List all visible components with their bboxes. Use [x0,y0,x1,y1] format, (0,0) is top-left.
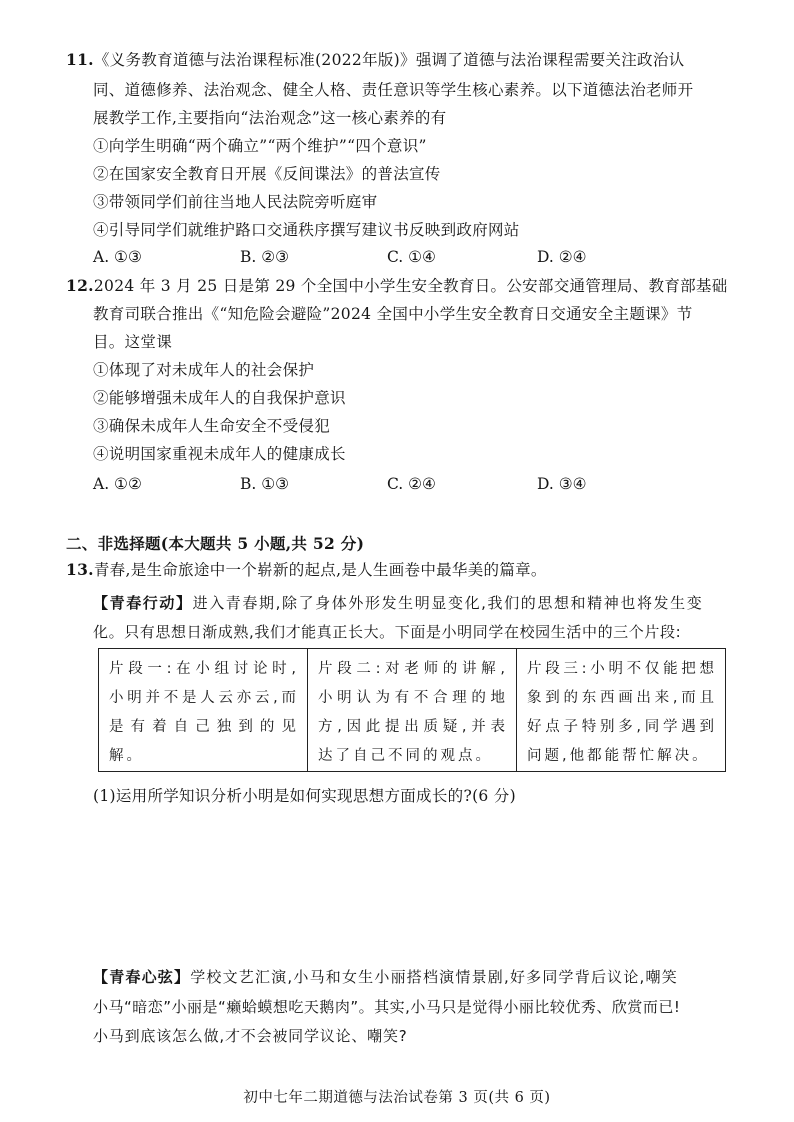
youth-heart-tag: 【青春心弦】 [93,968,191,986]
q12-stem-line-1: 12.2024 年 3 月 25 日是第 29 个全国中小学生安全教育日。公安部交通管理局、教育部基础 [66,276,728,295]
q11-option-c[interactable]: C. ①④ [387,248,436,266]
q13-action-line-1: 【青春行动】进入青春期,除了身体外形发生明显变化,我们的思想和精神也将发生变 [93,594,704,612]
section-2-heading: 二、非选择题(本大题共 5 小题,共 52 分) [66,534,365,553]
q13-heart-line-3: 小马到底该怎么做,才不会被同学议论、嘲笑? [93,1027,408,1045]
q11-statement-1: ①向学生明确“两个确立”“两个维护”“四个意识” [93,137,427,155]
q11-statement-4: ④引导同学们就维护路口交通秩序撰写建议书反映到政府网站 [93,221,520,239]
q11-option-a[interactable]: A. ①③ [93,248,142,266]
q12-statement-2: ②能够增强未成年人的自我保护意识 [93,389,346,407]
q11-option-b[interactable]: B. ②③ [240,248,290,266]
q13-heart-line-1: 【青春心弦】学校文艺汇演,小马和女生小丽搭档演情景剧,好多同学背后议论,嘲笑 [93,968,678,986]
q11-stem-line-2: 同、道德修养、法治观念、健全人格、责任意识等学生核心素养。以下道德法治老师开 [93,81,694,99]
q13-action-line-2: 化。只有思想日渐成熟,我们才能真正长大。下面是小明同学在校园生活中的三个片段: [93,623,682,641]
q13-number: 13. [66,560,94,579]
q11-stem-line-1: 11.《义务教育道德与法治课程标准(2022年版)》强调了道德与法治课程需要关注政治认 [66,50,685,69]
snippet-cell-2: 片段二:对老师的讲解,小明认为有不合理的地方,因此提出质疑,并表达了自己不同的观点。 [308,649,517,771]
snippet-cell-3: 片段三:小明不仅能把想象到的东西画出来,而且好点子特别多,同学遇到问题,他都能帮忙解决。 [527,661,717,764]
q12-option-c[interactable]: C. ②④ [387,475,436,493]
q12-option-d[interactable]: D. ③④ [537,475,587,493]
q13-sub-question-1: (1)运用所学知识分析小明是如何实现思想方面成长的?(6 分) [93,787,516,805]
q13-intro: 13.青春,是生命旅途中一个崭新的起点,是人生画卷中最华美的篇章。 [66,560,547,579]
q12-statement-4: ④说明国家重视未成年人的健康成长 [93,445,346,463]
q11-stem-line-3: 展教学工作,主要指向“法治观念”这一核心素养的有 [93,109,447,127]
q11-statement-2: ②在国家安全教育日开展《反间谍法》的普法宣传 [93,165,441,183]
q12-statement-3: ③确保未成年人生命安全不受侵犯 [93,417,331,435]
q12-statement-1: ①体现了对未成年人的社会保护 [93,361,315,379]
snippet-cell-1: 片段一:在小组讨论时,小明并不是人云亦云,而是有着自己独到的见解。 [99,649,308,771]
q12-stem-line-3: 目。这堂课 [93,333,173,351]
q11-statement-3: ③带领同学们前往当地人民法院旁听庭审 [93,193,378,211]
snippet-table [98,648,726,772]
q12-number: 12. [66,276,94,295]
q11-number: 11. [66,50,94,69]
q12-option-a[interactable]: A. ①② [93,475,142,493]
page-footer: 初中七年二期道德与法治试卷第 3 页(共 6 页) [243,1090,551,1106]
q11-option-d[interactable]: D. ②④ [537,248,587,266]
q13-heart-line-2: 小马“暗恋”小丽是“癞蛤蟆想吃天鹅肉”。其实,小马只是觉得小丽比较优秀、欣赏而已! [93,998,681,1016]
q12-option-b[interactable]: B. ①③ [240,475,290,493]
youth-action-tag: 【青春行动】 [93,594,193,612]
q12-stem-line-2: 教育司联合推出《“知危险会避险”2024 全国中小学生安全教育日交通安全主题课》节 [93,305,693,323]
